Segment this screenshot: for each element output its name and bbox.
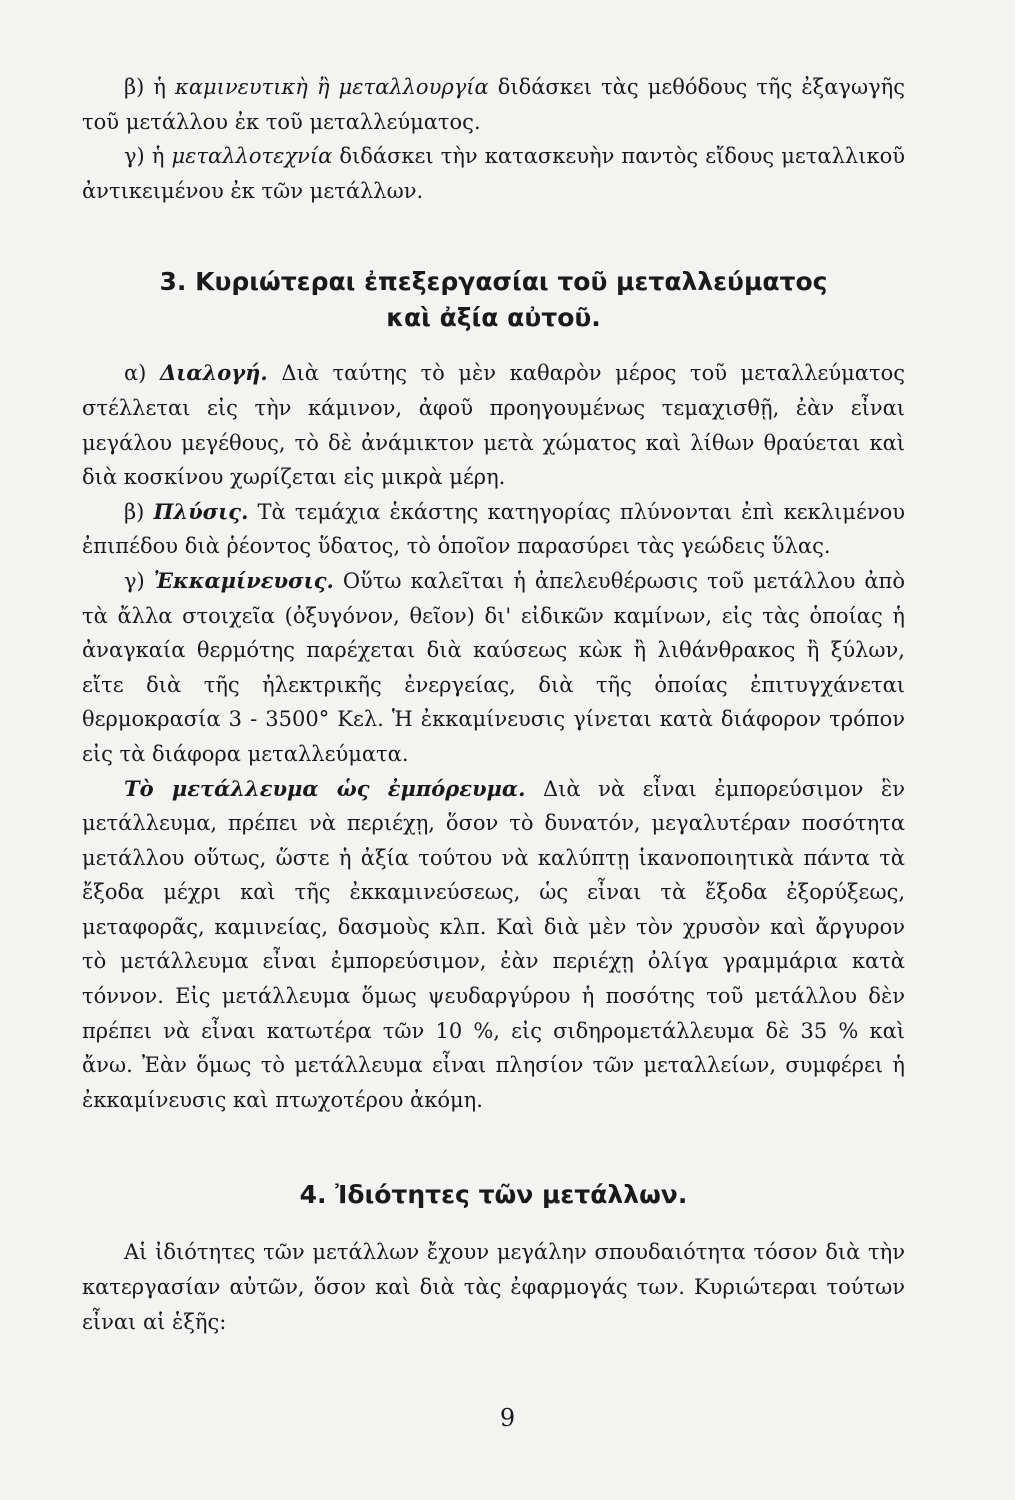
paragraph-text: διδάσκει τὴν κατασκευὴν παντὸς εἴδους μεταλλικοῦ ἀντικειμένου ἐκ τῶν μετάλλων.: [82, 144, 905, 203]
paragraph-properties: Αἱ ἰδιότητες τῶν μετάλλων ἔχουν μεγάλην σπουδαιότητα τόσον διὰ τὴν κατεργασίαν αὐτῶν, ὅσον καὶ διὰ τὰς ἐφαρμογάς των. Κυριώτεραι τούτων εἶναι αἱ ἑξῆς:: [82, 1240, 905, 1334]
item-label: α): [124, 361, 160, 386]
section-3-heading: [82, 264, 905, 336]
section-3-title-line2: καὶ ἀξία αὐτοῦ.: [386, 303, 601, 333]
paragraph-sorting: [82, 356, 905, 494]
paragraph-text: Τὰ τεμάχια ἑκάστης κατηγορίας πλύνονται ἐπὶ κεκλιμένου ἐπιπέδου διὰ ῥέοντος ὕδατος, τὸ ὁποῖον παρασύρει τὰς γεώδεις ὕλας.: [82, 499, 905, 559]
term-smelting: Ἐκκαμίνευσις.: [153, 567, 334, 593]
term-washing: Πλύσις.: [153, 498, 249, 524]
term-metalworking: μεταλλοτεχνία: [171, 144, 333, 169]
paragraph-smelting: [82, 564, 905, 772]
paragraph-metallurgy: [82, 70, 905, 139]
term-metallurgy: καμινευτικὴ ἢ μεταλλουργία: [175, 75, 489, 99]
item-label: γ): [124, 568, 154, 593]
term-ore-commodity: Τὸ μετάλλευμα ὡς ἐμπόρευμα.: [124, 775, 526, 801]
paragraph-text: διδάσκει τὰς μεθόδους τῆς ἐξαγωγῆς τοῦ μετάλλου ἐκ τοῦ μεταλλεύματος.: [82, 75, 905, 134]
paragraph-text: Διὰ ταύτης τὸ μὲν καθαρὸν μέρος τοῦ μεταλλεύματος στέλλεται εἰς τὴν κάμινον, ἀφοῦ προηγουμένως τεμαχισθῇ, ἐὰν εἶναι μεγάλου μεγέθους, τὸ δὲ ἀνάμικτον μετὰ χώματος καὶ λίθων θραύεται καὶ διὰ κοσκίνου χωρίζεται εἰς μικρὰ μέρη.: [82, 361, 905, 490]
paragraph-washing: [82, 495, 905, 564]
page-number: 9: [499, 1404, 516, 1432]
paragraph-metalworking: [82, 139, 905, 208]
item-label: β): [124, 499, 154, 524]
section-4-heading: 4. Ἰδιότητες τῶν μετάλλων.: [299, 1180, 688, 1210]
paragraph-ore-commodity: [82, 772, 905, 1118]
item-label: β) ἡ: [124, 75, 176, 99]
paragraph-text: Οὕτω καλεῖται ἡ ἀπελευθέρωσις τοῦ μετάλλου ἀπὸ τὰ ἄλλα στοιχεῖα (ὀξυγόνον, θεῖον) δι' εἰδικῶν καμίνων, εἰς τὰς ὁποίας ἡ ἀναγκαία θερμότης παρέχεται διὰ καύσεως κὼκ ἢ λιθάνθρακος ἢ ξύλων, εἴτε διὰ τῆς ἠλεκτρικῆς ἐνεργείας, διὰ τῆς ὁποίας ἐπιτυγχάνεται θερμοκρασία 3 - 3500° Κελ. Ἡ ἐκκαμίνευσις γίνεται κατὰ διάφορον τρόπον εἰς τὰ διάφορα μεταλλεύματα.: [82, 568, 905, 766]
section-3-title-line1: 3. Κυριώτεραι ἐπεξεργασίαι τοῦ μεταλλεύματος: [159, 267, 828, 297]
paragraph-text: Διὰ νὰ εἶναι ἐμπορεύσιμον ἓν μετάλλευμα, πρέπει νὰ περιέχῃ, ὅσον τὸ δυνατόν, μεγαλυτέραν ποσότητα μετάλλου οὕτως, ὥστε ἡ ἀξία τούτου νὰ καλύπτῃ ἱκανοποιητικὰ πάντα τὰ ἔξοδα μέχρι καὶ τῆς ἐκκαμινεύσεως, ὡς εἶναι τὰ ἔξοδα ἐξορύξεως, μεταφορᾶς, καμινείας, δασμοὺς κλπ. Καὶ διὰ μὲν τὸν χρυσὸν καὶ ἄργυρον τὸ μετάλλευμα εἶναι ἐμπορεύσιμον, ἐὰν περιέχῃ ὀλίγα γραμμάρια κατὰ τόννον. Εἰς μετάλλευμα ὅμως ψευδαργύρου ἡ ποσότης τοῦ μετάλλου δὲν πρέπει νὰ εἶναι κατωτέρα τῶν 10 %, εἰς σιδηρομετάλλευμα δὲ 35 % καὶ ἄνω. Ἐὰν ὅμως τὸ μετάλλευμα εἶναι πλησίον τῶν μεταλλείων, συμφέρει ἡ ἐκκαμίνευσις καὶ πτωχοτέρου ἀκόμη.: [82, 776, 905, 1112]
term-sorting: Διαλογή.: [159, 360, 268, 386]
item-label: γ) ἡ: [124, 144, 172, 169]
